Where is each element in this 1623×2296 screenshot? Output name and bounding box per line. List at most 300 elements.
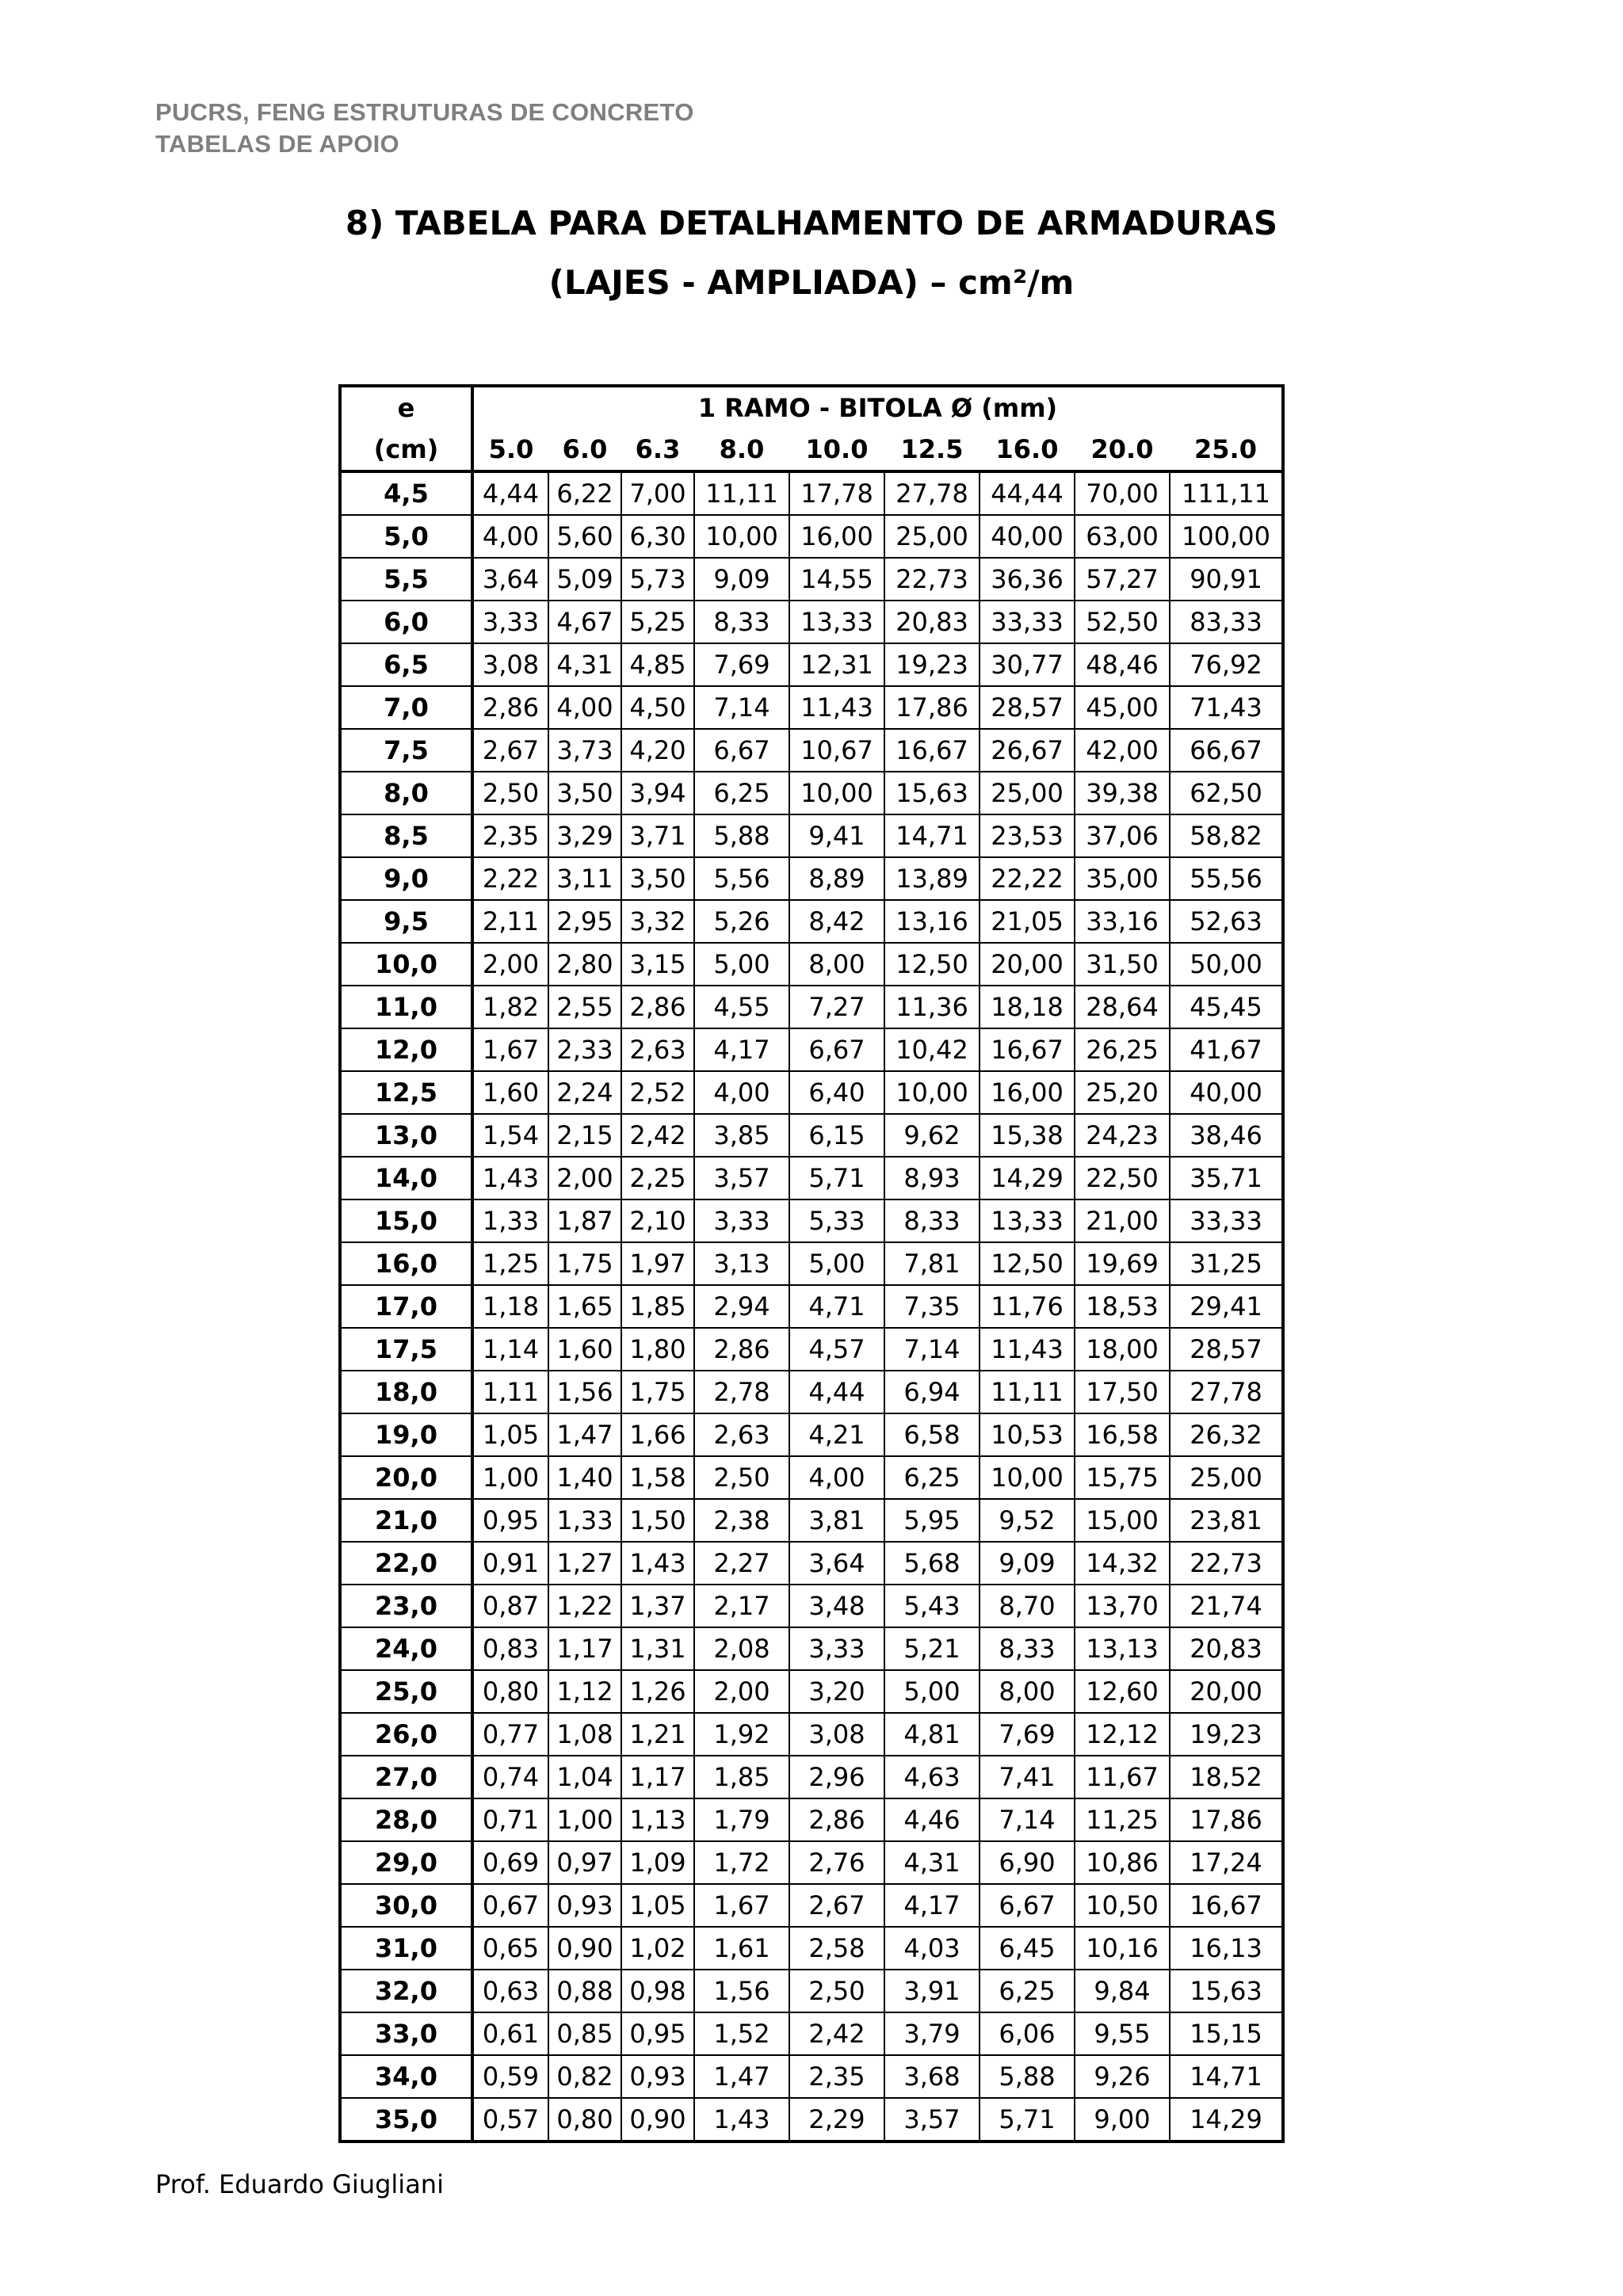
area-cell: 4,00 [789, 1456, 884, 1499]
table-row [340, 772, 1283, 814]
table-row [340, 1456, 1283, 1499]
table-row [340, 1627, 1283, 1670]
spacing-cell: 8,0 [340, 772, 472, 814]
area-cell: 10,00 [884, 1071, 980, 1114]
area-cell: 4,44 [472, 471, 548, 515]
area-cell: 1,04 [548, 1756, 621, 1798]
area-cell: 52,50 [1075, 601, 1170, 643]
area-cell: 2,94 [694, 1285, 789, 1328]
area-cell: 1,56 [694, 1970, 789, 2012]
area-cell: 0,80 [548, 2098, 621, 2142]
area-cell: 2,15 [548, 1114, 621, 1157]
area-cell: 25,00 [1170, 1456, 1283, 1499]
area-cell: 2,42 [789, 2012, 884, 2055]
area-cell: 41,67 [1170, 1028, 1283, 1071]
area-cell: 1,92 [694, 1713, 789, 1756]
table-row [340, 1542, 1283, 1585]
area-cell: 1,47 [548, 1413, 621, 1456]
area-cell: 4,17 [694, 1028, 789, 1071]
area-cell: 45,45 [1170, 986, 1283, 1028]
area-cell: 7,14 [694, 686, 789, 729]
area-cell: 36,36 [980, 558, 1075, 601]
area-cell: 27,78 [1170, 1371, 1283, 1413]
area-cell: 2,86 [694, 1328, 789, 1371]
area-cell: 1,08 [548, 1713, 621, 1756]
area-cell: 2,80 [548, 943, 621, 986]
area-cell: 5,26 [694, 900, 789, 943]
table-row [340, 814, 1283, 857]
area-cell: 2,95 [548, 900, 621, 943]
area-cell: 7,69 [694, 643, 789, 686]
table-row [340, 2055, 1283, 2098]
area-cell: 25,00 [980, 772, 1075, 814]
table-row [340, 471, 1283, 515]
table-header-row-2 [340, 429, 1283, 471]
area-cell: 29,41 [1170, 1285, 1283, 1328]
area-cell: 1,75 [621, 1371, 694, 1413]
area-cell: 4,03 [884, 1927, 980, 1970]
table-row [340, 1285, 1283, 1328]
area-cell: 39,38 [1075, 772, 1170, 814]
area-cell: 12,31 [789, 643, 884, 686]
spacing-cell: 9,0 [340, 857, 472, 900]
area-cell: 40,00 [1170, 1071, 1283, 1114]
area-cell: 16,00 [980, 1071, 1075, 1114]
area-cell: 3,33 [694, 1199, 789, 1242]
area-cell: 17,50 [1075, 1371, 1170, 1413]
area-cell: 3,81 [789, 1499, 884, 1542]
area-cell: 22,73 [884, 558, 980, 601]
area-cell: 11,11 [694, 471, 789, 515]
area-cell: 9,52 [980, 1499, 1075, 1542]
area-cell: 5,68 [884, 1542, 980, 1585]
area-cell: 7,81 [884, 1242, 980, 1285]
area-cell: 9,41 [789, 814, 884, 857]
area-cell: 1,02 [621, 1927, 694, 1970]
spacing-cell: 12,0 [340, 1028, 472, 1071]
area-cell: 6,22 [548, 471, 621, 515]
area-cell: 24,23 [1075, 1114, 1170, 1157]
spacing-cell: 5,0 [340, 515, 472, 558]
area-cell: 1,05 [621, 1884, 694, 1927]
area-cell: 5,88 [980, 2055, 1075, 2098]
table-row [340, 686, 1283, 729]
author-footer: Prof. Eduardo Giugliani [155, 2169, 444, 2199]
area-cell: 1,25 [472, 1242, 548, 1285]
area-cell: 35,71 [1170, 1157, 1283, 1199]
area-cell: 0,87 [472, 1585, 548, 1627]
spacing-cell: 7,5 [340, 729, 472, 772]
area-cell: 33,33 [1170, 1199, 1283, 1242]
area-cell: 1,60 [548, 1328, 621, 1371]
area-cell: 10,50 [1075, 1884, 1170, 1927]
area-cell: 8,00 [789, 943, 884, 986]
area-cell: 2,38 [694, 1499, 789, 1542]
table-row [340, 1884, 1283, 1927]
diameter-header: 25.0 [1170, 429, 1283, 471]
area-cell: 2,86 [789, 1798, 884, 1841]
area-cell: 6,58 [884, 1413, 980, 1456]
area-cell: 6,40 [789, 1071, 884, 1114]
area-cell: 18,00 [1075, 1328, 1170, 1371]
area-cell: 1,61 [694, 1927, 789, 1970]
area-cell: 26,32 [1170, 1413, 1283, 1456]
area-cell: 31,25 [1170, 1242, 1283, 1285]
area-cell: 1,79 [694, 1798, 789, 1841]
area-cell: 6,67 [789, 1028, 884, 1071]
spacing-cell: 22,0 [340, 1542, 472, 1585]
table-row [340, 1970, 1283, 2012]
area-cell: 3,08 [472, 643, 548, 686]
area-cell: 16,00 [789, 515, 884, 558]
area-cell: 2,55 [548, 986, 621, 1028]
area-cell: 28,57 [980, 686, 1075, 729]
table-row [340, 1199, 1283, 1242]
area-cell: 52,63 [1170, 900, 1283, 943]
area-cell: 18,52 [1170, 1756, 1283, 1798]
area-cell: 0,57 [472, 2098, 548, 2142]
area-cell: 3,15 [621, 943, 694, 986]
table-row [340, 1499, 1283, 1542]
area-cell: 0,93 [621, 2055, 694, 2098]
area-cell: 1,58 [621, 1456, 694, 1499]
area-cell: 7,69 [980, 1713, 1075, 1756]
area-cell: 5,88 [694, 814, 789, 857]
area-cell: 15,63 [1170, 1970, 1283, 2012]
diameter-header: 16.0 [980, 429, 1075, 471]
area-cell: 6,15 [789, 1114, 884, 1157]
area-cell: 5,71 [789, 1157, 884, 1199]
area-cell: 1,17 [548, 1627, 621, 1670]
area-cell: 11,36 [884, 986, 980, 1028]
area-cell: 3,85 [694, 1114, 789, 1157]
document-header [155, 97, 694, 160]
area-cell: 2,22 [472, 857, 548, 900]
area-cell: 4,21 [789, 1413, 884, 1456]
area-cell: 63,00 [1075, 515, 1170, 558]
area-cell: 58,82 [1170, 814, 1283, 857]
area-cell: 35,00 [1075, 857, 1170, 900]
area-cell: 1,43 [694, 2098, 789, 2142]
page-subtitle: (LAJES - AMPLIADA) – cm²/m [548, 263, 1075, 302]
area-cell: 5,33 [789, 1199, 884, 1242]
area-cell: 11,67 [1075, 1756, 1170, 1798]
area-cell: 0,83 [472, 1627, 548, 1670]
area-cell: 5,00 [884, 1670, 980, 1713]
area-cell: 13,13 [1075, 1627, 1170, 1670]
area-cell: 4,85 [621, 643, 694, 686]
area-cell: 3,11 [548, 857, 621, 900]
area-cell: 8,33 [694, 601, 789, 643]
area-cell: 1,40 [548, 1456, 621, 1499]
area-cell: 12,50 [980, 1242, 1075, 1285]
area-cell: 3,13 [694, 1242, 789, 1285]
spacing-cell: 21,0 [340, 1499, 472, 1542]
area-cell: 0,69 [472, 1841, 548, 1884]
area-cell: 13,89 [884, 857, 980, 900]
area-cell: 1,85 [621, 1285, 694, 1328]
area-cell: 8,00 [980, 1670, 1075, 1713]
area-cell: 1,27 [548, 1542, 621, 1585]
area-cell: 6,25 [980, 1970, 1075, 2012]
area-cell: 3,68 [884, 2055, 980, 2098]
area-cell: 1,80 [621, 1328, 694, 1371]
area-cell: 2,86 [621, 986, 694, 1028]
area-cell: 7,35 [884, 1285, 980, 1328]
reinforcement-table-container [338, 384, 1285, 2143]
table-row [340, 515, 1283, 558]
spacing-cell: 16,0 [340, 1242, 472, 1285]
area-cell: 9,09 [694, 558, 789, 601]
area-cell: 12,60 [1075, 1670, 1170, 1713]
diameter-header: 10.0 [789, 429, 884, 471]
area-cell: 0,61 [472, 2012, 548, 2055]
area-cell: 10,53 [980, 1413, 1075, 1456]
area-cell: 3,08 [789, 1713, 884, 1756]
area-cell: 1,43 [621, 1542, 694, 1585]
area-cell: 17,86 [1170, 1798, 1283, 1841]
area-cell: 5,25 [621, 601, 694, 643]
area-cell: 21,00 [1075, 1199, 1170, 1242]
area-cell: 4,31 [884, 1841, 980, 1884]
spacing-cell: 17,0 [340, 1285, 472, 1328]
table-row [340, 2098, 1283, 2142]
area-cell: 1,82 [472, 986, 548, 1028]
area-cell: 2,27 [694, 1542, 789, 1585]
area-cell: 17,24 [1170, 1841, 1283, 1884]
table-row [340, 1927, 1283, 1970]
area-cell: 18,18 [980, 986, 1075, 1028]
area-cell: 26,25 [1075, 1028, 1170, 1071]
spacing-cell: 23,0 [340, 1585, 472, 1627]
area-cell: 2,29 [789, 2098, 884, 2142]
area-cell: 3,73 [548, 729, 621, 772]
table-row [340, 2012, 1283, 2055]
table-row [340, 1585, 1283, 1627]
area-cell: 3,20 [789, 1670, 884, 1713]
header-institution: PUCRS, FENG ESTRUTURAS DE CONCRETO [155, 98, 694, 126]
table-row [340, 1713, 1283, 1756]
area-cell: 1,56 [548, 1371, 621, 1413]
reinforcement-table [338, 384, 1285, 2143]
area-cell: 3,79 [884, 2012, 980, 2055]
area-cell: 23,53 [980, 814, 1075, 857]
area-cell: 2,67 [472, 729, 548, 772]
area-cell: 3,29 [548, 814, 621, 857]
area-cell: 9,00 [1075, 2098, 1170, 2142]
area-cell: 1,33 [472, 1199, 548, 1242]
area-cell: 6,30 [621, 515, 694, 558]
e-label: e [340, 386, 472, 429]
area-cell: 0,74 [472, 1756, 548, 1798]
area-cell: 5,73 [621, 558, 694, 601]
area-cell: 40,00 [980, 515, 1075, 558]
area-cell: 4,44 [789, 1371, 884, 1413]
spacing-cell: 12,5 [340, 1071, 472, 1114]
area-cell: 15,00 [1075, 1499, 1170, 1542]
area-cell: 16,67 [1170, 1884, 1283, 1927]
area-cell: 13,16 [884, 900, 980, 943]
area-cell: 17,78 [789, 471, 884, 515]
area-cell: 15,38 [980, 1114, 1075, 1157]
area-cell: 83,33 [1170, 601, 1283, 643]
area-cell: 1,47 [694, 2055, 789, 2098]
spacing-cell: 24,0 [340, 1627, 472, 1670]
area-cell: 5,09 [548, 558, 621, 601]
area-cell: 22,22 [980, 857, 1075, 900]
area-cell: 9,55 [1075, 2012, 1170, 2055]
area-cell: 2,17 [694, 1585, 789, 1627]
area-cell: 3,32 [621, 900, 694, 943]
area-cell: 2,35 [789, 2055, 884, 2098]
area-cell: 5,43 [884, 1585, 980, 1627]
spacing-cell: 8,5 [340, 814, 472, 857]
page-title: 8) TABELA PARA DETALHAMENTO DE ARMADURAS [345, 204, 1278, 242]
area-cell: 5,00 [789, 1242, 884, 1285]
area-cell: 0,90 [548, 1927, 621, 1970]
bitola-group-header: 1 RAMO - BITOLA Ø (mm) [697, 393, 1058, 423]
area-cell: 7,14 [884, 1328, 980, 1371]
area-cell: 11,25 [1075, 1798, 1170, 1841]
area-cell: 7,27 [789, 986, 884, 1028]
area-cell: 1,18 [472, 1285, 548, 1328]
area-cell: 0,91 [472, 1542, 548, 1585]
spacing-cell: 35,0 [340, 2098, 472, 2142]
area-cell: 1,05 [472, 1413, 548, 1456]
area-cell: 2,78 [694, 1371, 789, 1413]
area-cell: 1,50 [621, 1499, 694, 1542]
area-cell: 1,85 [694, 1756, 789, 1798]
area-cell: 10,00 [789, 772, 884, 814]
area-cell: 13,33 [789, 601, 884, 643]
area-cell: 66,67 [1170, 729, 1283, 772]
spacing-cell: 11,0 [340, 986, 472, 1028]
area-cell: 8,42 [789, 900, 884, 943]
area-cell: 6,94 [884, 1371, 980, 1413]
area-cell: 6,90 [980, 1841, 1075, 1884]
area-cell: 5,00 [694, 943, 789, 986]
table-body [340, 471, 1283, 2142]
area-cell: 8,33 [980, 1627, 1075, 1670]
area-cell: 1,65 [548, 1285, 621, 1328]
area-cell: 4,31 [548, 643, 621, 686]
table-row [340, 1413, 1283, 1456]
area-cell: 2,50 [472, 772, 548, 814]
spacing-cell: 5,5 [340, 558, 472, 601]
area-cell: 20,83 [1170, 1627, 1283, 1670]
area-cell: 50,00 [1170, 943, 1283, 986]
area-cell: 0,67 [472, 1884, 548, 1927]
area-cell: 6,25 [694, 772, 789, 814]
table-row [340, 986, 1283, 1028]
area-cell: 4,00 [548, 686, 621, 729]
area-cell: 10,67 [789, 729, 884, 772]
area-cell: 33,33 [980, 601, 1075, 643]
area-cell: 30,77 [980, 643, 1075, 686]
area-cell: 2,63 [694, 1413, 789, 1456]
table-row [340, 1756, 1283, 1798]
spacing-cell: 18,0 [340, 1371, 472, 1413]
area-cell: 1,97 [621, 1242, 694, 1285]
spacing-cell: 9,5 [340, 900, 472, 943]
area-cell: 3,33 [789, 1627, 884, 1670]
e-unit: (cm) [340, 429, 472, 471]
area-cell: 76,92 [1170, 643, 1283, 686]
area-cell: 0,77 [472, 1713, 548, 1756]
area-cell: 0,97 [548, 1841, 621, 1884]
area-cell: 1,66 [621, 1413, 694, 1456]
area-cell: 4,17 [884, 1884, 980, 1927]
area-cell: 38,46 [1170, 1114, 1283, 1157]
area-cell: 1,43 [472, 1157, 548, 1199]
area-cell: 0,95 [621, 2012, 694, 2055]
area-cell: 10,00 [694, 515, 789, 558]
area-cell: 9,62 [884, 1114, 980, 1157]
spacing-cell: 6,5 [340, 643, 472, 686]
area-cell: 20,00 [1170, 1670, 1283, 1713]
area-cell: 42,00 [1075, 729, 1170, 772]
area-cell: 3,64 [789, 1542, 884, 1585]
area-cell: 5,21 [884, 1627, 980, 1670]
area-cell: 0,90 [621, 2098, 694, 2142]
table-row [340, 643, 1283, 686]
area-cell: 8,93 [884, 1157, 980, 1199]
area-cell: 19,23 [884, 643, 980, 686]
area-cell: 13,33 [980, 1199, 1075, 1242]
area-cell: 16,13 [1170, 1927, 1283, 1970]
area-cell: 12,50 [884, 943, 980, 986]
area-cell: 3,94 [621, 772, 694, 814]
area-cell: 2,86 [472, 686, 548, 729]
area-cell: 2,11 [472, 900, 548, 943]
area-cell: 27,78 [884, 471, 980, 515]
area-cell: 2,33 [548, 1028, 621, 1071]
spacing-cell: 17,5 [340, 1328, 472, 1371]
table-row [340, 1670, 1283, 1713]
area-cell: 10,00 [980, 1456, 1075, 1499]
area-cell: 1,00 [472, 1456, 548, 1499]
area-cell: 2,76 [789, 1841, 884, 1884]
area-cell: 9,09 [980, 1542, 1075, 1585]
area-cell: 1,87 [548, 1199, 621, 1242]
table-row [340, 729, 1283, 772]
area-cell: 0,65 [472, 1927, 548, 1970]
area-cell: 2,00 [548, 1157, 621, 1199]
area-cell: 5,71 [980, 2098, 1075, 2142]
area-cell: 3,50 [621, 857, 694, 900]
area-cell: 1,33 [548, 1499, 621, 1542]
area-cell: 3,50 [548, 772, 621, 814]
area-cell: 19,69 [1075, 1242, 1170, 1285]
area-cell: 0,85 [548, 2012, 621, 2055]
area-cell: 45,00 [1075, 686, 1170, 729]
area-cell: 25,20 [1075, 1071, 1170, 1114]
area-cell: 33,16 [1075, 900, 1170, 943]
area-cell: 3,57 [884, 2098, 980, 2142]
area-cell: 37,06 [1075, 814, 1170, 857]
area-cell: 1,26 [621, 1670, 694, 1713]
area-cell: 0,95 [472, 1499, 548, 1542]
spacing-cell: 27,0 [340, 1756, 472, 1798]
area-cell: 10,42 [884, 1028, 980, 1071]
table-row [340, 1157, 1283, 1199]
area-cell: 1,09 [621, 1841, 694, 1884]
table-row [340, 943, 1283, 986]
spacing-cell: 20,0 [340, 1456, 472, 1499]
area-cell: 57,27 [1075, 558, 1170, 601]
area-cell: 0,71 [472, 1798, 548, 1841]
spacing-cell: 15,0 [340, 1199, 472, 1242]
